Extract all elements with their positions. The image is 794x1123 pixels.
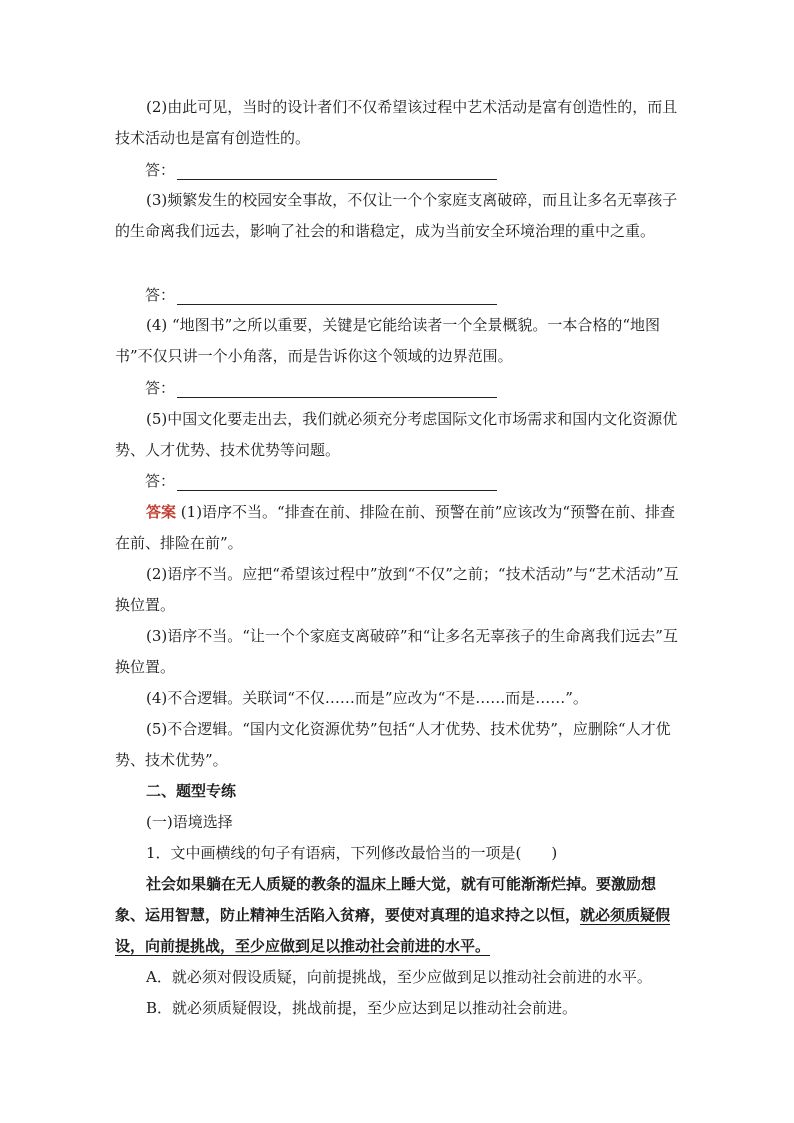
option-a[interactable]: A．就必须对假设质疑，向前提挑战，至少应做到足以推动社会前进的水平。 — [146, 968, 652, 986]
answer-line-2[interactable] — [145, 160, 497, 180]
answer-blank[interactable] — [177, 476, 497, 491]
answer-line-4[interactable] — [145, 378, 497, 398]
question-4-text: (4) “地图书”之所以重要，关键是它能给读者一个全景概貌。一本合格的“地图书”不仅只讲一个小角落，而是告诉你这个领域的边界范围。 — [115, 316, 661, 365]
option-b[interactable]: B．就必须质疑假设，挑战前提，至少应达到足以推动社会前进。 — [146, 999, 578, 1017]
answer-blank[interactable] — [177, 165, 497, 180]
answer-1-text: (1)语序不当。“排查在前、排险在前、预警在前”应该改为“预警在前、排查在前、排险在前”。 — [115, 503, 676, 552]
question-1-passage — [115, 869, 685, 962]
passage-plain: 社会如果躺在无人质疑的教条的温床上睡大觉，就有可能渐渐烂掉。要激励想象、运用智慧，防止精神生活陷入贫瘠，要使对真理的追求持之以恒， — [115, 875, 657, 924]
answer-3: (3)语序不当。“让一个个家庭支离破碎”和“让多名无辜孩子的生命离我们远去”互换位置。 — [115, 627, 678, 676]
answer-label: 答： — [145, 161, 176, 179]
question-2-text: (2)由此可见，当时的设计者们不仅希望该过程中艺术活动是富有创造性的，而且技术活动也是富有创造性的。 — [115, 98, 678, 147]
answer-label: 答： — [145, 286, 176, 304]
answer-5: (5)不合逻辑。“国内文化资源优势”包括“人才优势、技术优势”，应删除“人才优势、技术优势”。 — [115, 720, 671, 769]
answer-label: 答： — [145, 472, 176, 490]
answer-2: (2)语序不当。应把“希望该过程中”放到“不仅”之前；“技术活动”与“艺术活动”互换位置。 — [115, 565, 679, 614]
answer-label: 答： — [145, 379, 176, 397]
section-heading: 二、题型专练 — [146, 782, 237, 800]
answer-key-label: 答案 — [146, 503, 177, 521]
question-1-prompt: 1．文中画横线的句子有语病，下列修改最恰当的一项是( ) — [146, 844, 558, 862]
question-3-text: (3)频繁发生的校园安全事故，不仅让一个个家庭支离破碎，而且让多名无辜孩子的生命离我们远去，影响了社会的和谐稳定，成为当前安全环境治理的重中之重。 — [115, 191, 678, 240]
question-5-text: (5)中国文化要走出去，我们就必须充分考虑国际文化市场需求和国内文化资源优势、人才优势、技术优势等问题。 — [115, 410, 678, 459]
answer-blank[interactable] — [177, 290, 497, 305]
answer-line-5[interactable] — [145, 471, 497, 491]
answer-blank[interactable] — [177, 383, 497, 398]
answer-line-3[interactable] — [145, 285, 497, 305]
answer-1 — [115, 497, 685, 559]
section-subheading: (一)语境选择 — [146, 813, 233, 831]
answer-4: (4)不合逻辑。关联词“不仅……而是”应改为“不是……而是……”。 — [146, 689, 588, 707]
passage-underlined: 就必须质疑假设，向前提挑战，至少应做到足以推动社会前进的水平。 — [115, 906, 671, 955]
